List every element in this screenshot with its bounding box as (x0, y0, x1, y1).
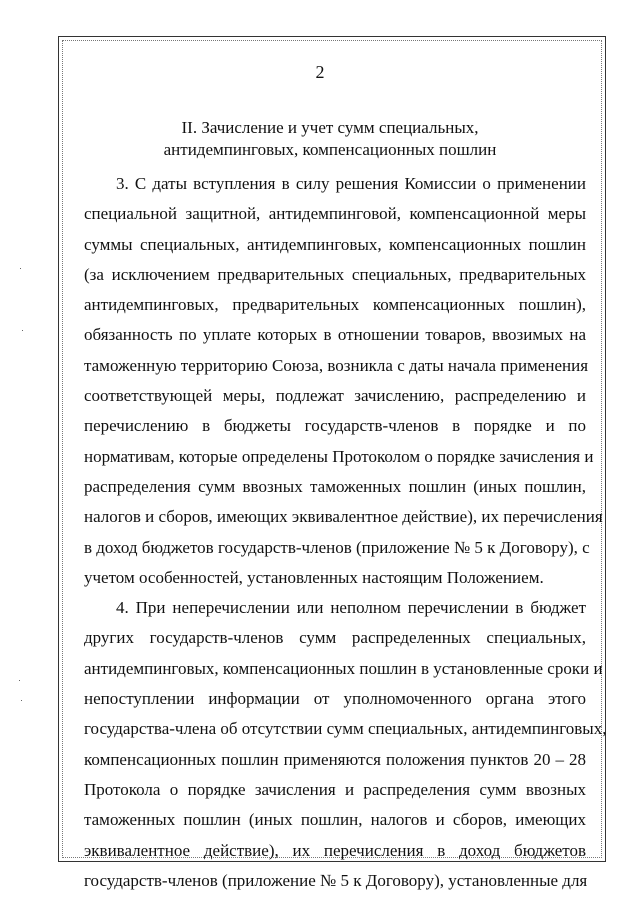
paragraph-line: непоступлении информации от уполномоченного органа этого (84, 689, 586, 709)
paragraph-line: компенсационных пошлин применяются положения пунктов 20 – 28 (84, 749, 586, 769)
paragraph-line: Протокола о порядке зачисления и распределения сумм ввозных (84, 779, 586, 799)
paragraph-line: нормативам, которые определены Протоколом о порядке зачисления и (84, 446, 594, 466)
paragraph-line: антидемпинговых, компенсационных пошлин в установленные сроки и (84, 658, 603, 678)
paragraph-line: других государств-членов сумм распределенных специальных, (84, 628, 586, 648)
paragraph-line: обязанность по уплате которых в отношении товаров, ввозимых на (84, 325, 586, 345)
scan-artifact (21, 700, 22, 701)
paragraph-line: 3. С даты вступления в силу решения Комиссии о применении (116, 174, 586, 193)
paragraph-line: перечислению в бюджеты государств-членов в порядке и по (84, 416, 586, 436)
scan-artifact (22, 330, 23, 331)
paragraph-line: налогов и сборов, имеющих эквивалентное действие), их перечисления (84, 507, 603, 527)
paragraph-line: государств-членов (приложение № 5 к Договору), установленные для (84, 870, 588, 890)
scan-artifact (20, 268, 21, 269)
paragraph-4 (84, 593, 607, 896)
section-heading-line: II. Зачисление и учет сумм специальных, (181, 118, 479, 137)
document-body (84, 169, 607, 896)
page-number: 2 (315, 62, 325, 82)
paragraph-line: 4. При неперечислении или неполном перечислении в бюджет (116, 598, 586, 618)
paragraph-line: государства-члена об отсутствии сумм специальных, антидемпинговых, (84, 719, 607, 739)
paragraph-line: таможенную территорию Союза, возникла с даты начала применения (84, 355, 589, 375)
section-heading (60, 117, 600, 161)
paragraph-line: эквивалентное действие), их перечисления в доход бюджетов (84, 840, 586, 860)
paragraph-line: (за исключением предварительных специальных, предварительных (84, 264, 586, 284)
section-heading-line: антидемпинговых, компенсационных пошлин (163, 140, 497, 159)
paragraph-line: таможенных пошлин (иных пошлин, налогов и сборов, имеющих (84, 810, 586, 830)
paragraph-line: в доход бюджетов государств-членов (приложение № 5 к Договору), с (84, 537, 590, 557)
paragraph-line: учетом особенностей, установленных настоящим Положением. (84, 567, 544, 587)
paragraph-line: соответствующей меры, подлежат зачислению, распределению и (84, 386, 586, 406)
scan-artifact (19, 680, 20, 681)
paragraph-3 (84, 169, 603, 593)
paragraph-line: суммы специальных, антидемпинговых, компенсационных пошлин (84, 234, 586, 254)
paragraph-line: антидемпинговых, предварительных компенсационных пошлин), (84, 295, 586, 315)
paragraph-line: распределения сумм ввозных таможенных пошлин (иных пошлин, (84, 476, 586, 496)
paragraph-line: специальной защитной, антидемпинговой, компенсационной меры (84, 204, 586, 224)
